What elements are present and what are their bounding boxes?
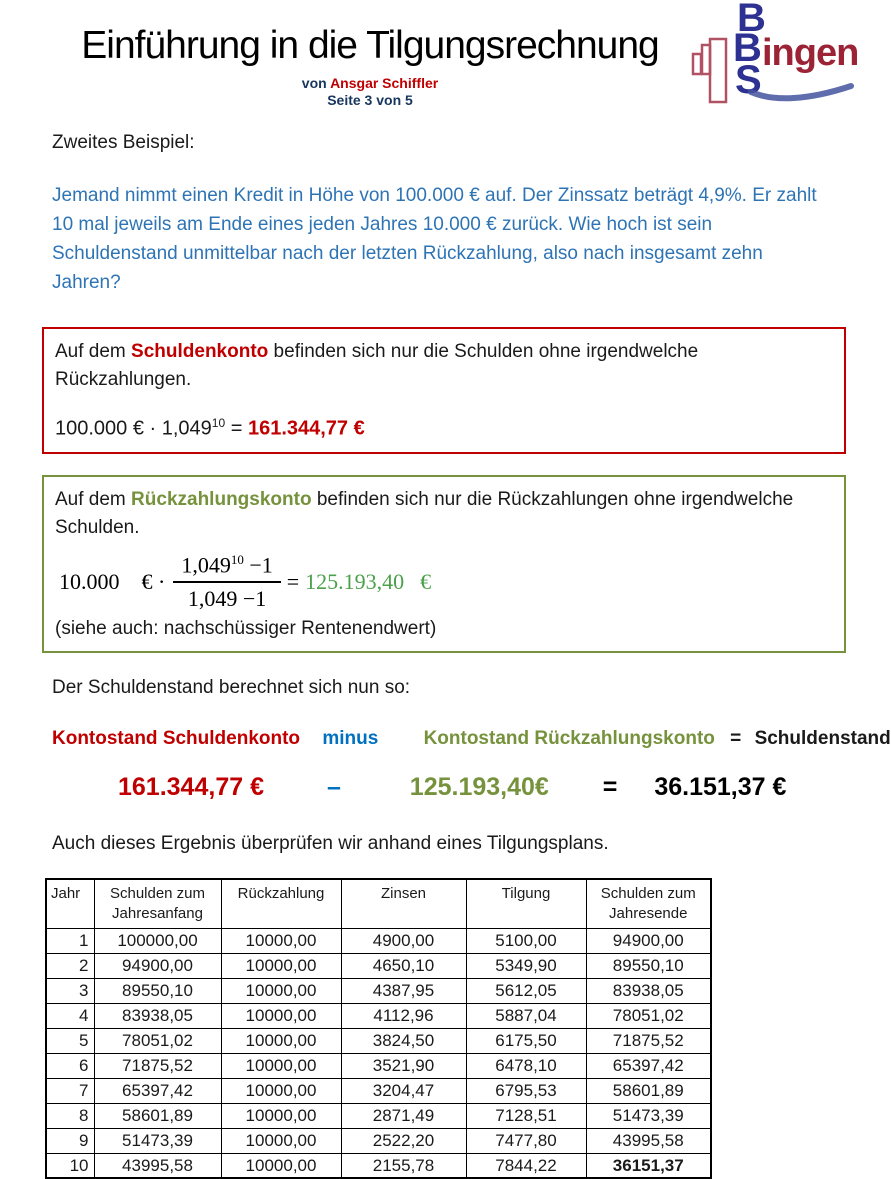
header-jahr: Jahr: [46, 879, 94, 929]
table-cell: 51473,39: [586, 1103, 711, 1128]
value-result: 36.151,37 €: [654, 772, 787, 801]
table-cell: 94900,00: [586, 928, 711, 953]
byline: [0, 75, 740, 91]
table-cell: 8: [46, 1103, 94, 1128]
table-cell: 10000,00: [221, 1103, 341, 1128]
calculation-values-row: [52, 773, 830, 802]
table-cell: 1: [46, 928, 94, 953]
table-cell: 36151,37: [586, 1153, 711, 1178]
table-row: [46, 1153, 711, 1178]
logo-letter-s: S: [735, 58, 762, 102]
debt-account-box: [42, 327, 846, 454]
table-cell: 6795,53: [466, 1078, 586, 1103]
equals-sign: =: [602, 772, 618, 801]
calculation-labels-row: [52, 727, 891, 750]
table-row: [46, 978, 711, 1003]
repayment-box-text: [55, 486, 833, 542]
table-cell: 10000,00: [221, 1153, 341, 1178]
table-cell: 58601,89: [586, 1078, 711, 1103]
table-row: [46, 1053, 711, 1078]
header-zinsen: Zinsen: [341, 879, 466, 929]
table-row: [46, 1078, 711, 1103]
table-cell: 78051,02: [586, 1003, 711, 1028]
numerator-tail: −1: [243, 551, 273, 577]
table-cell: 43995,58: [586, 1128, 711, 1153]
title-block: [0, 24, 740, 108]
bbs-bingen-logo: [689, 0, 859, 108]
table-cell: 10000,00: [221, 978, 341, 1003]
table-cell: 2522,20: [341, 1128, 466, 1153]
repayment-text-suffix: befinden sich nur die Rückzahlungen ohne irgendwelche Schulden.: [55, 488, 794, 538]
table-cell: 7477,80: [466, 1128, 586, 1153]
table-cell: 4112,96: [341, 1003, 466, 1028]
table-cell: 3824,50: [341, 1028, 466, 1053]
table-cell: 4650,10: [341, 953, 466, 978]
formula-euro-dot: € ·: [141, 568, 166, 594]
table-cell: 5100,00: [466, 928, 586, 953]
value-debt-account: 161.344,77 €: [118, 772, 264, 801]
table-cell: 51473,39: [94, 1128, 221, 1153]
header-schulden-jahresanfang: Schulden zum Jahresanfang: [94, 879, 221, 929]
table-cell: 10000,00: [221, 953, 341, 978]
tilgungsplan-table-body: [46, 928, 711, 1178]
example-label: Zweites Beispiel:: [52, 132, 195, 153]
debt-formula-equals: =: [225, 417, 248, 440]
table-cell: 10000,00: [221, 1053, 341, 1078]
page-number-info: Seite 3 von 5: [327, 92, 413, 108]
table-cell: 6175,50: [466, 1028, 586, 1053]
table-cell: 3521,90: [341, 1053, 466, 1078]
table-cell: 4900,00: [341, 928, 466, 953]
table-cell: 58601,89: [94, 1103, 221, 1128]
fraction-denominator: 1,049 −1: [187, 585, 267, 611]
debt-box-text: [55, 338, 833, 394]
table-cell: 10000,00: [221, 1128, 341, 1153]
table-cell: 10000,00: [221, 928, 341, 953]
table-cell: 78051,02: [94, 1028, 221, 1053]
repayment-account-box: [42, 475, 846, 653]
fraction-numerator: [173, 552, 280, 583]
table-header: [46, 879, 711, 929]
table-cell: 5612,05: [466, 978, 586, 1003]
table-cell: 9: [46, 1128, 94, 1153]
page-header: [0, 0, 868, 106]
debt-keyword: Schuldenkonto: [131, 341, 269, 362]
table-cell: 6: [46, 1053, 94, 1078]
page-title: Einführung in die Tilgungsrechnung: [81, 24, 659, 67]
logo-letter-b1: B: [737, 0, 766, 40]
table-cell: 10000,00: [221, 1003, 341, 1028]
see-also-note: (siehe auch: nachschüssiger Rentenendwert): [55, 617, 437, 639]
table-cell: 71875,52: [586, 1028, 711, 1053]
author-name: Ansgar Schiffler: [330, 75, 439, 91]
tilgungsplan-table: [45, 878, 712, 1179]
tower-building-icon: [689, 14, 731, 106]
table-cell: 4: [46, 1003, 94, 1028]
formula-lead: 10.000: [59, 568, 120, 594]
label-result: Schuldenstand: [754, 727, 891, 749]
label-debt-account: Kontostand Schuldenkonto: [52, 727, 301, 749]
calculation-intro: Der Schuldenstand berechnet sich nun so:: [52, 676, 411, 698]
table-cell: 2871,49: [341, 1103, 466, 1128]
debt-text-suffix: befinden sich nur die Schulden ohne irgendwelche Rückzahlungen.: [55, 341, 699, 390]
table-cell: 10000,00: [221, 1028, 341, 1053]
formula-result-currency: €: [420, 568, 432, 594]
formula-equals: =: [286, 568, 300, 594]
table-row: [46, 1128, 711, 1153]
table-cell: 100000,00: [94, 928, 221, 953]
table-row: [46, 953, 711, 978]
table-cell: 5: [46, 1028, 94, 1053]
table-cell: 83938,05: [586, 978, 711, 1003]
debt-formula: [55, 416, 833, 441]
header-tilgung: Tilgung: [466, 879, 586, 929]
table-cell: 43995,58: [94, 1153, 221, 1178]
repayment-keyword: Rückzahlungskonto: [131, 488, 312, 510]
table-cell: 71875,52: [94, 1053, 221, 1078]
table-cell: 65397,42: [586, 1053, 711, 1078]
table-cell: 6478,10: [466, 1053, 586, 1078]
logo-letter-b2: B: [733, 26, 762, 70]
table-cell: 5349,90: [466, 953, 586, 978]
table-cell: 7844,22: [466, 1153, 586, 1178]
debt-formula-result: 161.344,77 €: [247, 417, 365, 440]
numerator-exponent: 10: [230, 551, 244, 567]
table-cell: 5887,04: [466, 1003, 586, 1028]
label-minus: minus: [322, 727, 379, 749]
table-cell: 2: [46, 953, 94, 978]
table-cell: 4387,95: [341, 978, 466, 1003]
table-cell: 89550,10: [94, 978, 221, 1003]
table-cell: 65397,42: [94, 1078, 221, 1103]
logo-swoosh-icon: [749, 82, 854, 104]
label-repayment-account: Kontostand Rückzahlungskonto: [423, 727, 715, 749]
minus-sign: –: [326, 772, 341, 801]
table-cell: 83938,05: [94, 1003, 221, 1028]
table-row: [46, 928, 711, 953]
table-cell: 7: [46, 1078, 94, 1103]
table-cell: 2155,78: [341, 1153, 466, 1178]
annuity-formula: [59, 552, 833, 612]
table-cell: 89550,10: [586, 953, 711, 978]
byline-prefix: von: [301, 75, 331, 91]
label-equals: =: [730, 727, 742, 749]
table-cell: 7128,51: [466, 1103, 586, 1128]
debt-formula-base: 100.000 € · 1,049: [55, 417, 212, 440]
table-header-row: [46, 879, 711, 929]
table-cell: 3204,47: [341, 1078, 466, 1103]
header-schulden-jahresende: Schulden zum Jahresende: [586, 879, 711, 929]
formula-fraction: [173, 552, 280, 612]
value-repayment-account: 125.193,40€: [409, 772, 549, 801]
table-cell: 10000,00: [221, 1078, 341, 1103]
numerator-base: 1,049: [181, 551, 231, 577]
check-statement: Auch dieses Ergebnis überprüfen wir anhand eines Tilgungsplans.: [52, 832, 609, 854]
table-row: [46, 1003, 711, 1028]
header-rueckzahlung: Rückzahlung: [221, 879, 341, 929]
table-cell: 10: [46, 1153, 94, 1178]
content-area: [0, 132, 891, 1179]
debt-formula-exponent: 10: [211, 416, 226, 430]
repayment-text-prefix: Auf dem: [55, 488, 132, 510]
table-row: [46, 1028, 711, 1053]
table-cell: 3: [46, 978, 94, 1003]
problem-statement: Jemand nimmt einen Kredit in Höhe von 100.000 € auf. Der Zinssatz beträgt 4,9%. Er zahlt 10 mal jeweils am Ende eines jeden Jahres 10.000 € zurück. Wie hoch ist sein Schuldenstand unmittelbar nach der letzten Rückzahlung, also nach insgesamt zehn Jahren?: [52, 185, 817, 293]
table-cell: 94900,00: [94, 953, 221, 978]
debt-text-prefix: Auf dem: [55, 341, 132, 362]
formula-result: 125.193,40: [305, 568, 405, 594]
logo-word-ingen: ingen: [762, 32, 859, 74]
table-row: [46, 1103, 711, 1128]
